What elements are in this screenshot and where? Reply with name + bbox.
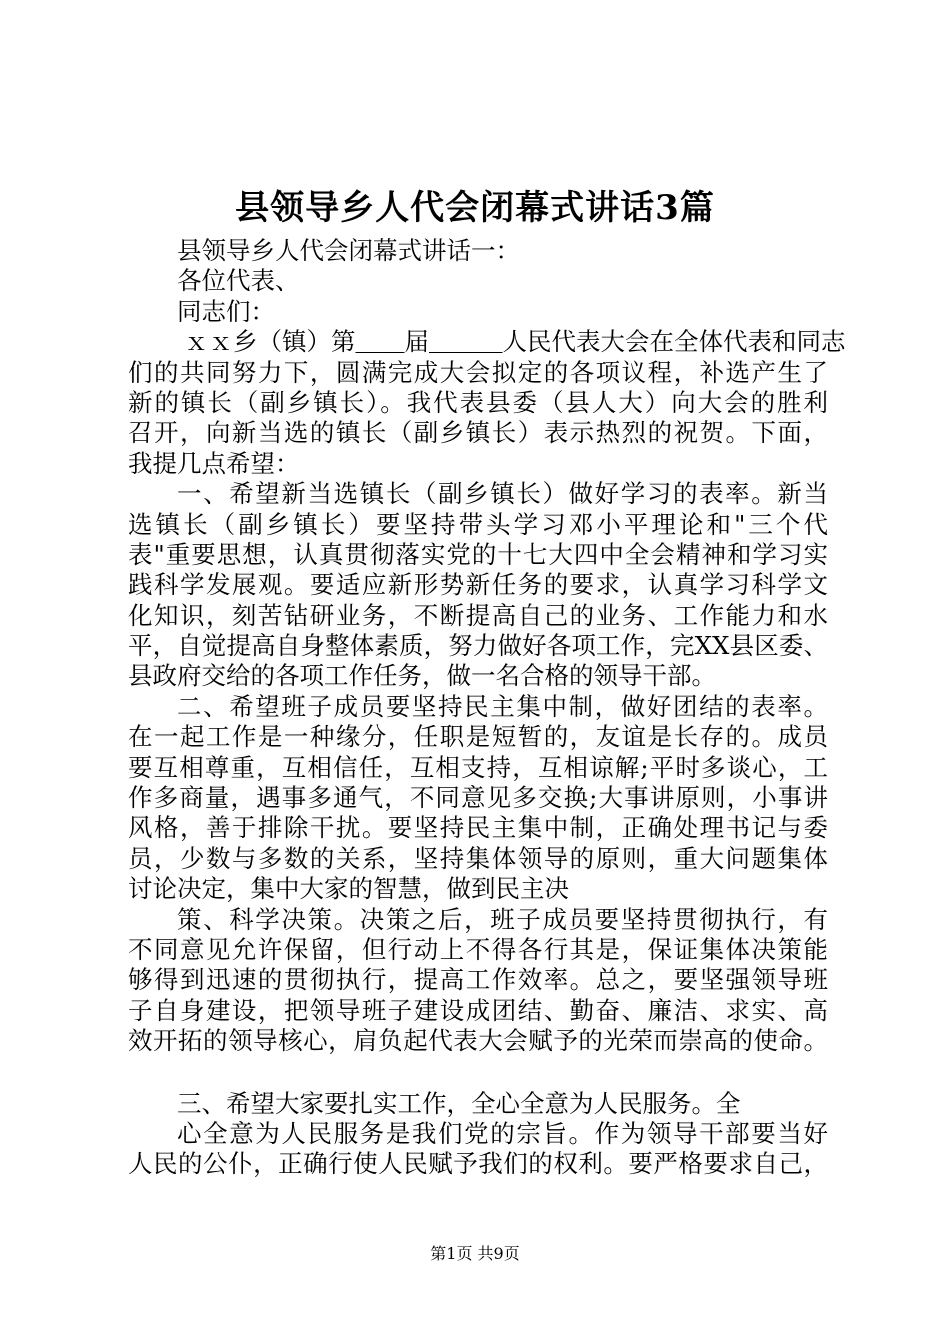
paragraph-line: 不同意见允许保留，但行动上不得各行其是，保证集体决策能 (128, 934, 828, 964)
paragraph-line: 践科学发展观。要适应新形势新任务的要求，认真学习科学文 (128, 570, 828, 600)
paragraph-line: 召开，向新当选的镇长（副乡镇长）表示热烈的祝贺。下面， (128, 418, 828, 448)
paragraph-line: 效开拓的领导核心，肩负起代表大会赋予的光荣而崇高的使命。 (128, 1026, 828, 1056)
paragraph-line: 新的镇长（副乡镇长）。我代表县委（县人大）向大会的胜利 (128, 387, 828, 417)
document-title: 县领导乡人代会闭幕式讲话3篇 (235, 188, 715, 228)
paragraph-line: 选镇长（副乡镇长）要坚持带头学习邓小平理论和"三个代 (128, 509, 828, 539)
paragraph-line: 员，少数与多数的关系，坚持集体领导的原则，重大问题集体 (128, 843, 828, 873)
paragraph-line: 三、希望大家要扎实工作，全心全意为人民服务。全 (177, 1088, 741, 1118)
paragraph-line: 们的共同努力下，圆满完成大会拟定的各项议程，补选产生了 (128, 357, 828, 387)
paragraph-line: 要互相尊重，互相信任，互相支持，互相谅解;平时多谈心，工 (128, 752, 828, 782)
page-indicator: 第1页 共9页 (430, 1244, 520, 1263)
paragraph-gap (128, 1057, 828, 1089)
paragraph-line: ｘｘ乡（镇）第＿＿届＿＿＿人民代表大会在全体代表和同志 (184, 327, 846, 357)
section-heading: 县领导乡人代会闭幕式讲话一： (177, 236, 520, 265)
paragraph-line: 表"重要思想，认真贯彻落实党的十七大四中全会精神和学习实 (128, 539, 828, 569)
paragraph-line: 二、希望班子成员要坚持民主集中制，做好团结的表率。 (177, 691, 828, 721)
paragraph-line: 讨论决定，集中大家的智慧，做到民主决 (128, 874, 569, 904)
salutation-line: 同志们： (177, 296, 275, 326)
paragraph-line: 策、科学决策。决策之后，班子成员要坚持贯彻执行，有 (177, 904, 828, 934)
paragraph-line: 平，自觉提高自身整体素质，努力做好各项工作，完XX县区委、 (128, 631, 828, 661)
paragraph-line: 子自身建设，把领导班子建设成团结、勤奋、廉洁、求实、高 (128, 995, 828, 1025)
paragraph-line: 县政府交给的各项工作任务，做一名合格的领导干部。 (128, 661, 716, 691)
salutation-line: 各位代表、 (177, 266, 300, 296)
paragraph-line: 作多商量，遇事多通气，不同意见多交换;大事讲原则，小事讲 (128, 783, 828, 813)
paragraph-line: 一、希望新当选镇长（副乡镇长）做好学习的表率。新当 (177, 479, 828, 509)
paragraph-line: 在一起工作是一种缘分，任职是短暂的，友谊是长存的。成员 (128, 722, 828, 752)
paragraph-line: 化知识，刻苦钻研业务，不断提高自己的业务、工作能力和水 (128, 600, 828, 630)
paragraph-line: 够得到迅速的贯彻执行，提高工作效率。总之，要坚强领导班 (128, 965, 828, 995)
paragraph-line: 我提几点希望： (128, 448, 300, 478)
paragraph-line: 风格，善于排除干扰。要坚持民主集中制，正确处理书记与委 (128, 813, 828, 843)
document-body (128, 236, 846, 1180)
paragraph-line: 心全意为人民服务是我们党的宗旨。作为领导干部要当好 (177, 1118, 828, 1148)
paragraph-line: 人民的公仆，正确行使人民赋予我们的权利。要严格要求自己， (128, 1149, 828, 1179)
